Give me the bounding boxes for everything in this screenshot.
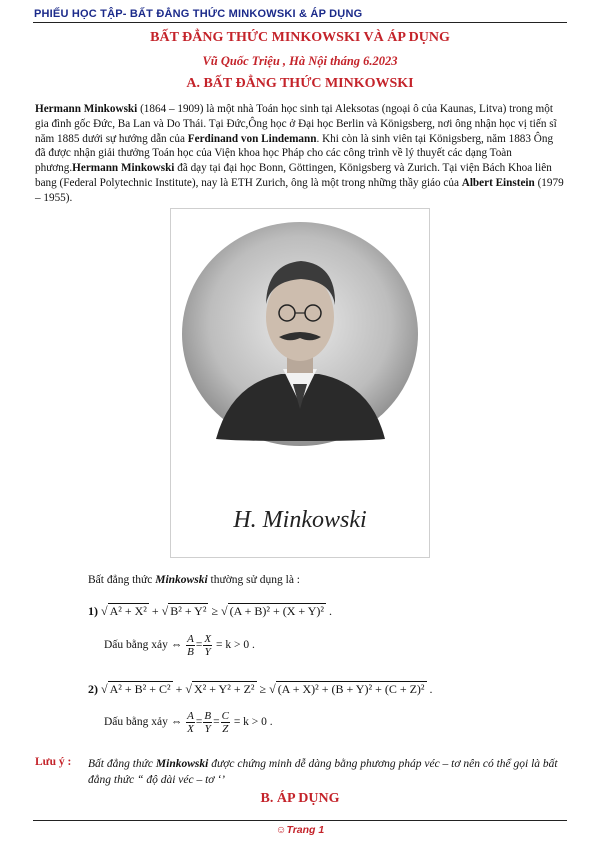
cond2-f3-num: C <box>221 710 229 722</box>
cond1-label: Dấu bằng xảy ⇔ <box>104 639 183 652</box>
eq1-rhs: (A + B)² + (X + Y)² <box>229 604 324 618</box>
note-text <box>88 756 566 788</box>
cond1-f2-den: Y <box>204 646 211 658</box>
cond1-tail: = k > 0 . <box>215 639 255 652</box>
cond2-f3-den: Z <box>222 723 229 735</box>
cond2-f1-num: A <box>187 710 194 722</box>
eq2-lhs-2: X² + Y² + Z² <box>193 682 255 696</box>
intro-text-after: thường sử dụng là : <box>207 574 300 586</box>
cond2-f2-den: Y <box>204 723 211 735</box>
note-label: Lưu ý : <box>35 756 72 768</box>
bio-text-2: . Khi còn là sinh viên tại Königsberg, năm 1883 Ông đã được nhận giải thưởng Toán học của Viện khoa học Pháp cho các công trình về lý thuyết các dạng Toàn phương. <box>35 132 554 175</box>
bio-student: Albert Einstein <box>461 176 535 189</box>
equation-2: 2) √ A² + B² + C² + √ X² + Y² + Z² ≥ √ (A + X)² + (B + Y)² + (C + Z)² . <box>88 682 433 696</box>
cond2-tail: = k > 0 . <box>233 716 273 729</box>
eq2-lhs-1: A² + B² + C² <box>109 682 171 696</box>
section-a-heading: A. BẤT ĐẲNG THỨC MINKOWSKI <box>186 76 414 91</box>
footer-divider <box>33 820 567 821</box>
cond2-fraction-2 <box>203 710 212 735</box>
note-after: được chứng minh dễ dàng bằng phương pháp véc – tơ nên có thể gọi là bất đẳng thức “ độ dài véc – tơ ‘’ <box>88 758 558 786</box>
bio-text-3: đã dạy tại đại học Bonn, Göttingen, Königsberg và Zurich. Tại viện Bách Khoa liên bang (Federal Polytechnic Institute), nay là ETH Zurich, ông là một trong những thầy giáo của <box>35 162 552 189</box>
equality-condition-1: Dấu bằng xảy ⇔ $\frac{A}{B}$ = $\frac{X}{Y}$ = k > 0 . <box>104 633 255 658</box>
eq1-end: . <box>329 604 332 618</box>
cond1-f1-num: A <box>187 633 194 645</box>
portrait-image <box>171 209 429 557</box>
bio-name: Hermann Minkowski <box>35 103 138 115</box>
cond1-fraction-1 <box>186 633 195 658</box>
cond2-f2-num: B <box>204 710 212 722</box>
intro-name: Minkowski <box>155 574 208 586</box>
eq2-rhs: (A + X)² + (B + Y)² + (C + Z)² <box>277 682 425 696</box>
cond2-f1-den: X <box>187 723 194 735</box>
bio-name-2: Hermann Minkowski <box>72 162 175 175</box>
page-footer: ☺Trang 1 <box>275 824 325 836</box>
equality-condition-2: Dấu bằng xảy ⇔ $\frac{A}{X}$ = $\frac{B}{Y}$ = $\frac{C}{Z}$ = k > 0 . <box>104 710 273 735</box>
eq1-lhs-2: B² + Y² <box>170 604 207 618</box>
minkowski-portrait <box>170 208 430 558</box>
note-before: Bất đẳng thức <box>88 758 156 770</box>
worksheet-header: PHIẾU HỌC TẬP- BẤT ĐẲNG THỨC MINKOWSKI & ÁP DỤNG <box>34 8 363 20</box>
intro-line <box>88 574 300 586</box>
cond2-label: Dấu bằng xảy ⇔ <box>104 716 183 729</box>
eq1-lhs-1: A² + X² <box>109 604 147 618</box>
author-line: Vũ Quốc Triệu , Hà Nội tháng 6.2023 <box>202 54 398 68</box>
portrait-signature: H. Minkowski <box>233 507 367 533</box>
equation-2-number: 2) <box>88 682 98 696</box>
cond1-f1-den: B <box>187 646 194 658</box>
note-name: Minkowski <box>155 758 209 770</box>
equation-1-number: 1) <box>88 604 98 618</box>
intro-text-before: Bất đẳng thức <box>88 574 156 586</box>
document-title: BẤT ĐẲNG THỨC MINKOWSKI VÀ ÁP DỤNG <box>150 30 450 45</box>
equation-1: 1) √ A² + X² + √ B² + Y² ≥ √ (A + B)² + (X + Y)² . <box>88 604 332 618</box>
section-b-heading: B. ÁP DỤNG <box>260 791 340 806</box>
cond2-fraction-1 <box>186 710 195 735</box>
bio-text-1: (1864 – 1909) là một nhà Toán học sinh tại Aleksotas (ngoại ô của Kaunas, Litva) trong một gia đình gốc Đức, Ba Lan và Do Thái. Tại Đức,Ông học ở Đại học Berlin và Königsberg, nơi ông nhận học vị tiến sĩ năm 1885 dưới sự hướng dẫn của <box>35 103 557 145</box>
cond1-f2-num: X <box>204 633 212 645</box>
bio-advisor: Ferdinand von Lindemann <box>187 132 317 145</box>
cond2-fraction-3 <box>221 710 230 735</box>
bio-text-4: (1979 – 1955). <box>35 176 564 204</box>
biography-paragraph <box>35 102 565 206</box>
cond1-fraction-2 <box>203 633 212 658</box>
eq2-end: . <box>429 682 433 696</box>
header-divider <box>33 22 567 23</box>
